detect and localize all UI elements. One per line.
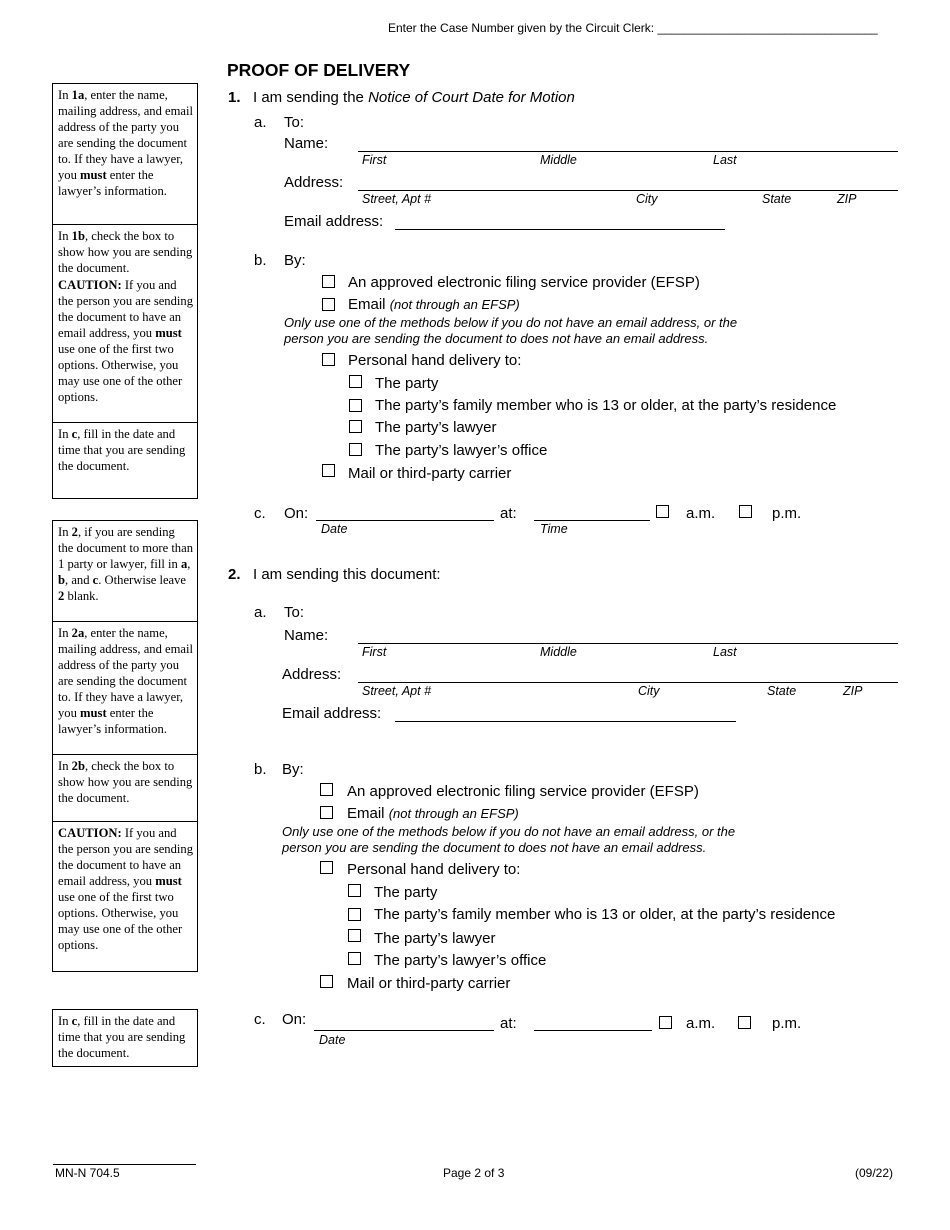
section2-family-label: The party’s family member who is 13 or older, at the party’s residence [374,906,836,923]
section1-first-caption: First [362,153,387,167]
section1-street-caption: Street, Apt # [362,192,432,206]
section1-family-label: The party’s family member who is 13 or older, at the party’s residence [375,397,837,414]
section1-mail-checkbox[interactable] [322,464,335,477]
section1-am-label: a.m. [686,505,716,522]
help-2: In 2, if you are sending the document to more than 1 party or lawyer, fill in a, b, and c. Otherwise leave 2 blank. [58,525,193,603]
section2-office-checkbox[interactable] [348,952,361,965]
section1-only-use-note: Only use one of the methods below if you do not have an email address, or the person you are sending the document to does not have an email address. [284,315,738,346]
section2-pm-checkbox[interactable] [738,1016,751,1029]
help-2a: In 2a, enter the name, mailing address, and email address of the party you are sending the document to. If they have a lawyer, you must enter the lawyer’s information. [53,621,197,754]
case-number-label: Enter the Case Number given by the Circuit Clerk: [388,21,655,35]
section1-hand-checkbox[interactable] [322,353,335,366]
section1-pm-checkbox[interactable] [739,505,752,518]
section2-name-field[interactable] [358,643,898,644]
section1-party-label: The party [375,375,439,392]
section1-hand-label: Personal hand delivery to: [348,352,522,369]
section1-state-caption: State [762,192,792,206]
section1-time-field[interactable] [534,520,650,521]
section1-lawyer-checkbox[interactable] [349,420,362,433]
section2-a-label: a. [254,604,267,621]
section1-time-caption: Time [540,522,568,536]
section1-email-label: Email address: [284,213,384,230]
section1-name-field[interactable] [358,151,898,152]
section2-efsp-checkbox[interactable] [320,783,333,796]
section1-b-label: b. [254,252,267,269]
section1-date-field[interactable] [316,520,494,521]
section1-at-label: at: [500,505,517,522]
section2-am-label: a.m. [686,1015,716,1032]
help-1c: In c, fill in the date and time that you are sending the document. [53,422,197,484]
section2-date-field[interactable] [314,1030,494,1031]
sidebar-box-3 [52,1009,198,1067]
section2-first-caption: First [362,645,387,659]
section1-address-label: Address: [284,174,344,191]
section2-middle-caption: Middle [540,645,577,659]
section2-mail-checkbox[interactable] [320,975,333,988]
section1-pm-label: p.m. [772,505,802,522]
section1-family-checkbox[interactable] [349,399,362,412]
sidebar-box-2 [52,520,198,972]
section2-zip-caption: ZIP [843,684,863,698]
section1-by-label: By: [284,252,306,269]
case-number-field[interactable]: _________________________________ [657,21,878,35]
section2-party-checkbox[interactable] [348,884,361,897]
section1-party-checkbox[interactable] [349,375,362,388]
section2-on-label: On: [282,1011,307,1028]
section2-c-label: c. [254,1011,266,1028]
section2-party-label: The party [374,884,438,901]
section2-state-caption: State [767,684,797,698]
section1-c-label: c. [254,505,266,522]
section1-a-label: a. [254,114,267,131]
help-1b-caution: CAUTION: If you and the person you are sending the document to have an email address, you must use one of the first two options. Otherwise, you may use one of the other options. [58,278,193,404]
section1-efsp-checkbox[interactable] [322,275,335,288]
section2-street-caption: Street, Apt # [362,684,432,698]
section2-efsp-label: An approved electronic filing service provider (EFSP) [347,783,699,800]
section1-on-label: On: [284,505,309,522]
section1-efsp-label: An approved electronic filing service provider (EFSP) [348,274,700,291]
section1-to-label: To: [284,114,305,131]
page-title: PROOF OF DELIVERY [227,60,411,80]
section2-address-field[interactable] [358,682,898,683]
section2-only-use-note: Only use one of the methods below if you do not have an email address, or the person you are sending the document to does not have an email address. [282,824,736,855]
help-2b-caution: CAUTION: If you and the person you are sending the document to have an email address, you must use one of the first two options. Otherwise, you may use one of the other options. [53,821,197,970]
form-id: MN-N 704.5 [55,1166,120,1180]
section1-middle-caption: Middle [540,153,577,167]
section1-email-checkbox[interactable] [322,298,335,311]
help-1b: In 1b, check the box to show how you are sending the document. [53,224,197,277]
section1-office-label: The party’s lawyer’s office [375,442,548,459]
help-2b: In 2b, check the box to show how you are sending the document. [53,754,197,821]
section1-am-checkbox[interactable] [656,505,669,518]
section1-intro: I am sending the Notice of Court Date for Motion [253,89,575,106]
section1-number: 1. [228,89,241,106]
section2-family-checkbox[interactable] [348,908,361,921]
revision-date: (09/22) [855,1166,894,1180]
section2-lawyer-checkbox[interactable] [348,929,361,942]
section1-mail-label: Mail or third-party carrier [348,465,512,482]
section1-city-caption: City [636,192,658,206]
section1-zip-caption: ZIP [837,192,857,206]
section2-am-checkbox[interactable] [659,1016,672,1029]
section2-time-field[interactable] [534,1030,652,1031]
section2-email-checkbox[interactable] [320,806,333,819]
section2-hand-label: Personal hand delivery to: [347,861,521,878]
section2-name-label: Name: [284,627,329,644]
section2-lawyer-label: The party’s lawyer [374,930,496,947]
footer-rule [53,1164,196,1165]
page-number: Page 2 of 3 [443,1166,505,1180]
section1-last-caption: Last [713,153,737,167]
section2-b-label: b. [254,761,267,778]
section2-at-label: at: [500,1015,517,1032]
case-number-line [388,21,878,35]
section1-address-field[interactable] [358,190,898,191]
section2-city-caption: City [638,684,660,698]
section1-office-checkbox[interactable] [349,443,362,456]
section2-address-label: Address: [282,666,342,683]
section1-date-caption: Date [321,522,348,536]
section1-email-field[interactable] [395,229,725,230]
section2-office-label: The party’s lawyer’s office [374,952,547,969]
section2-mail-label: Mail or third-party carrier [347,975,511,992]
section2-intro: I am sending this document: [253,566,441,583]
section2-email-option: Email (not through an EFSP) [347,805,519,822]
section2-pm-label: p.m. [772,1015,802,1032]
section1-lawyer-label: The party’s lawyer [375,419,497,436]
section2-number: 2. [228,566,241,583]
section2-email-label: Email address: [282,705,382,722]
help-2c: In c, fill in the date and time that you are sending the document. [58,1014,186,1060]
section2-by-label: By: [282,761,304,778]
section1-email-option: Email (not through an EFSP) [348,296,520,313]
section2-last-caption: Last [713,645,737,659]
section1-name-label: Name: [284,135,329,152]
section2-date-caption: Date [319,1033,346,1047]
sidebar-box-1 [52,83,198,499]
section2-to-label: To: [284,604,305,621]
help-1a: In 1a, enter the name, mailing address, and email address of the party you are sending the document to. If they have a lawyer, you must enter the lawyer’s information. [58,88,193,198]
section2-hand-checkbox[interactable] [320,861,333,874]
section2-email-field[interactable] [395,721,736,722]
